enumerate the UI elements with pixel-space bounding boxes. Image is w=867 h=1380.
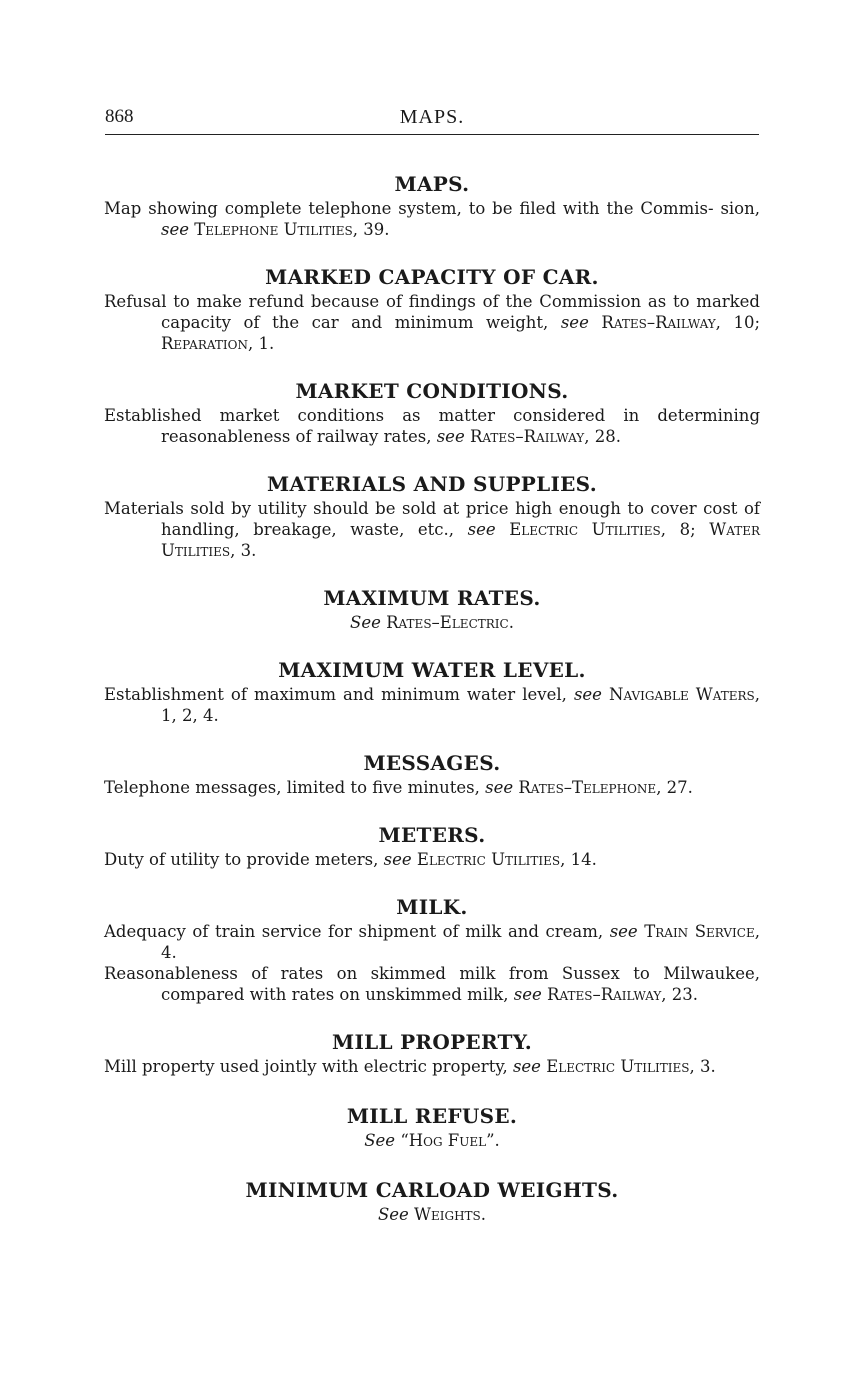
- index-section: [104, 823, 760, 870]
- cross-reference: Electric Utilities: [546, 1057, 690, 1076]
- cross-reference: “Hog Fuel”: [400, 1131, 495, 1150]
- see-word: see: [485, 778, 514, 797]
- cross-reference: Rates–Telephone: [518, 778, 657, 797]
- cross-reference: Reparation: [161, 334, 248, 353]
- see-word: See: [377, 1205, 409, 1224]
- index-section: [104, 895, 760, 1005]
- see-word: see: [560, 313, 589, 332]
- cross-reference: Electric Utilities: [416, 850, 561, 869]
- cross-reference: Train Service: [644, 922, 755, 941]
- index-section: [104, 586, 760, 633]
- section-heading: MILK.: [396, 895, 468, 919]
- entry-text: Duty of utility to provide meters,: [104, 850, 379, 869]
- reference-tail: .: [494, 1131, 500, 1150]
- see-word: see: [513, 985, 542, 1004]
- index-sections: [104, 172, 760, 1225]
- see-reference: [104, 1204, 760, 1225]
- cross-reference: Telephone Utilities: [194, 220, 353, 239]
- see-word: See: [350, 613, 381, 632]
- see-word: See: [364, 1131, 396, 1150]
- running-title: MAPS.: [399, 106, 465, 128]
- running-head: [105, 104, 759, 135]
- see-word: see: [609, 922, 638, 941]
- index-section: [104, 265, 760, 354]
- section-heading: MAPS.: [394, 172, 470, 196]
- index-section: [104, 658, 760, 726]
- entry-text: Establishment of maximum and minimum water level,: [104, 685, 567, 704]
- entry-text: Reasonableness of rates on skimmed milk from Sussex to Milwaukee, compared with rates on unskimmed milk,: [104, 964, 760, 1004]
- section-heading: METERS.: [378, 823, 486, 847]
- page-number: 868: [105, 106, 134, 127]
- index-section: [104, 172, 760, 240]
- section-heading: MILL PROPERTY.: [332, 1030, 532, 1054]
- see-word: see: [436, 427, 465, 446]
- index-entry: [104, 498, 760, 561]
- section-heading: MINIMUM CARLOAD WEIGHTS.: [245, 1178, 619, 1202]
- see-word: see: [467, 520, 496, 539]
- entry-text: Established market conditions as matter considered in determining reasonableness of railway rates,: [104, 406, 760, 446]
- section-heading: MARKED CAPACITY OF CAR.: [265, 265, 599, 289]
- reference-number: , 39.: [352, 220, 390, 239]
- cross-reference: Water Utilities: [161, 520, 761, 560]
- see-reference: [104, 1130, 760, 1151]
- index-section: [104, 751, 760, 798]
- entry-text: Telephone messages, limited to five minutes,: [104, 778, 480, 797]
- reference-number: , 10;: [715, 313, 761, 332]
- section-heading: MARKET CONDITIONS.: [295, 379, 569, 403]
- index-entry: [104, 291, 760, 354]
- reference-tail: .: [508, 613, 514, 632]
- index-entry: [104, 921, 760, 963]
- entry-text: Adequacy of train service for shipment of milk and cream,: [104, 922, 604, 941]
- section-heading: MAXIMUM WATER LEVEL.: [278, 658, 586, 682]
- see-reference: [104, 612, 760, 633]
- reference-number: , 4.: [161, 922, 760, 962]
- index-section: [104, 1178, 760, 1225]
- index-section: [104, 472, 760, 561]
- reference-number: , 27.: [656, 778, 693, 797]
- reference-number: , 28.: [584, 427, 621, 446]
- reference-number: , 3.: [689, 1057, 716, 1076]
- section-heading: MATERIALS AND SUPPLIES.: [267, 472, 597, 496]
- section-heading: MESSAGES.: [363, 751, 501, 775]
- reference-number: , 1, 2, 4.: [161, 685, 761, 725]
- index-section: [104, 1030, 760, 1077]
- cross-reference: Rates–Electric: [386, 613, 509, 632]
- index-section: [104, 1104, 760, 1151]
- see-word: see: [383, 850, 412, 869]
- cross-reference: Rates–Railway: [469, 427, 585, 446]
- see-word: see: [161, 220, 189, 239]
- index-entry: [104, 405, 760, 447]
- index-entry: [104, 198, 760, 240]
- index-entry: [104, 684, 760, 726]
- reference-number: , 8;: [660, 520, 696, 539]
- cross-reference: Navigable Waters: [609, 685, 755, 704]
- reference-number: , 3.: [230, 541, 257, 560]
- index-entry: [104, 963, 760, 1005]
- entry-text: Materials sold by utility should be sold at price high enough to cover cost of handling, breakage, waste, etc.,: [104, 499, 760, 539]
- see-word: see: [573, 685, 602, 704]
- index-entry: [104, 849, 760, 870]
- cross-reference: Rates–Railway: [601, 313, 716, 332]
- entry-text: Refusal to make refund because of findings of the Commission as to marked capacity of the car and minimum weight,: [104, 292, 760, 332]
- index-entry: [104, 1056, 760, 1077]
- section-heading: MAXIMUM RATES.: [323, 586, 541, 610]
- cross-reference: Weights: [414, 1205, 481, 1224]
- reference-number: , 23.: [661, 985, 699, 1004]
- cross-reference: Electric Utilities: [509, 520, 661, 539]
- reference-tail: .: [480, 1205, 487, 1224]
- index-entry: [104, 777, 760, 798]
- index-section: [104, 379, 760, 447]
- entry-text: Map showing complete telephone system, to be filed with the Commis- sion,: [104, 199, 760, 218]
- see-word: see: [512, 1057, 541, 1076]
- reference-number: , 14.: [560, 850, 597, 869]
- section-heading: MILL REFUSE.: [346, 1104, 518, 1128]
- entry-text: Mill property used jointly with electric property,: [104, 1057, 508, 1076]
- reference-number: , 1.: [247, 334, 275, 353]
- cross-reference: Rates–Railway: [547, 985, 662, 1004]
